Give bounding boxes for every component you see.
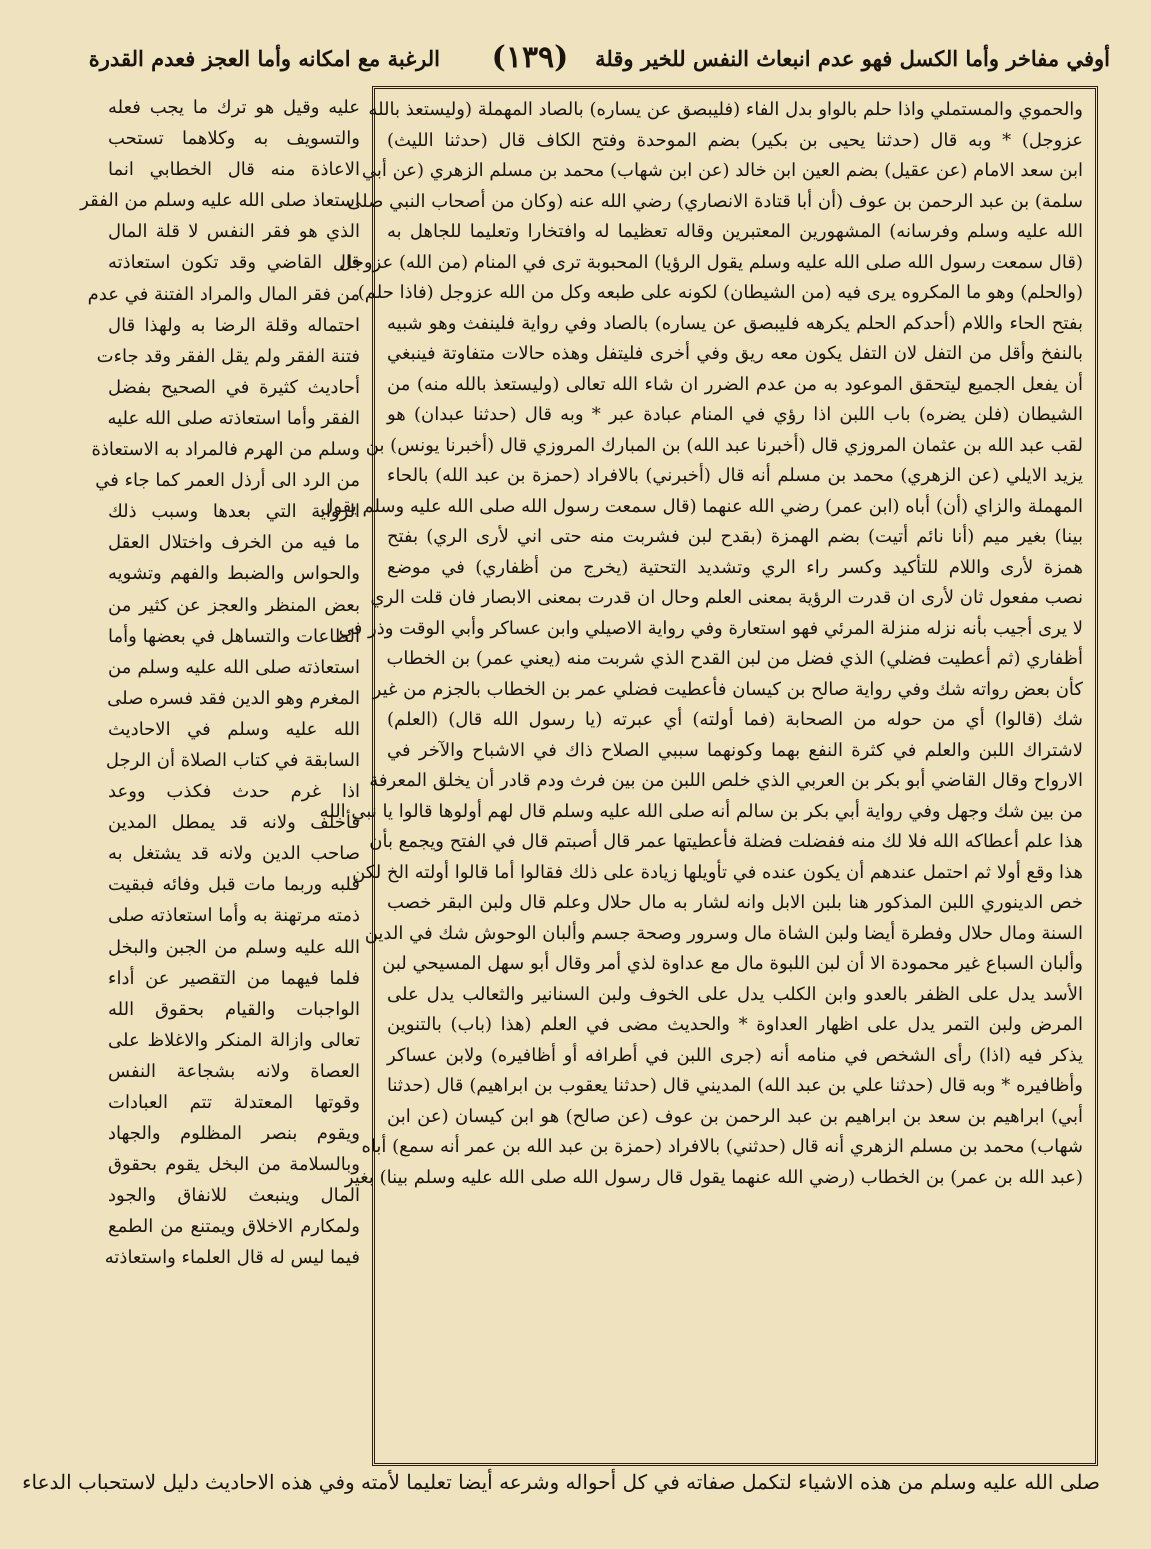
margin-text-line: الاعاذة منه قال الخطابي انما (108, 159, 360, 181)
main-text-line: السنة ومال حلال وفطرة أيضا ولبن الشاة مال وسرور وصحة جسم وألبان الوحوش شك في الدين (364, 922, 1083, 944)
margin-text-line: وسلم من الهرم فالمراد به الاستعاذة (91, 439, 360, 461)
main-text-line: نصب مفعول ثان لأرى ان قدرت الرؤية بمعنى العلم وحال ان قدرت بمعنى الابصار فان قلت الري (370, 587, 1083, 608)
margin-text-line: فلما فيهما من التقصير عن أداء (108, 967, 360, 989)
margin-text-line: قلبه وربما مات قبل وفائه فبقيت (108, 874, 360, 896)
main-text-line: سلمة) بن عبد الرحمن بن عوف (أن أبا قتادة الانصاري) رضي الله عنه (وكان من أصحاب النبي صلى (347, 190, 1083, 212)
main-text-line: وألبان السباع غير محمودة الا أن لبن اللبوة مال مع عداوة لذي أمر وقال أبو سهل المسيحي لبن (382, 953, 1083, 974)
margin-text-line: الله عليه وسلم من الجبن والبخل (108, 936, 360, 958)
main-text-line: خص الدينوري اللبن المذكور هنا بلبن الابل وانه لشار به مال حلال وعلم قال ولبن البقر خصب (387, 892, 1083, 913)
margin-text-line: فأخلف ولانه قد يمطل المدين (108, 812, 360, 834)
margin-text-line: المال وينبعث للانفاق والجود (108, 1185, 360, 1207)
margin-text-line: وبالسلامة من البخل يقوم بحقوق (108, 1154, 360, 1176)
page-number: (١٣٩) (491, 40, 569, 75)
main-text-line: هذا وقع أولا ثم احتمل عندهم أن يكون عنده في تأويلها زيادة على ذلك فقالوا أما قالوا أولته الخ لكن (352, 861, 1083, 883)
main-text-line: كأن بعض رواته شك وفي رواية صالح بن كيسان فأعطيت فضلي عمر بن الخطاب بالجزم من غير (372, 678, 1083, 700)
margin-text-line: العصاة ولانه بشجاعة النفس (108, 1060, 360, 1082)
main-text-line: بالنفخ وأقل من التفل لان التفل يكون معه ريق وفي أخرى فليتفل وهذه حالات متفاوتة فينبغي (387, 343, 1083, 364)
margin-text-line: ولمكارم الاخلاق ويمتنع من الطمع (108, 1216, 360, 1238)
margin-text-line: أحاديث كثيرة في الصحيح بفضل (108, 376, 360, 398)
main-text-line: (قال سمعت رسول الله صلى الله عليه وسلم يقول الرؤيا) المحبوبة ترى في المنام (من الله) عزوجل (339, 251, 1083, 273)
main-text-line: بفتح الحاء واللام (أحدكم الحلم يكرهه فليبصق عن يساره) بالصاد وفي رواية فلينفث وهو شبيه (387, 312, 1083, 334)
main-text-line: أبي) ابراهيم بن سعد بن ابراهيم بن عبد الرحمن بن عوف (عن صالح) هو ابن كيسان (عن ابن (387, 1105, 1083, 1127)
main-text-line: والحموي والمستملي واذا حلم بالواو بدل الفاء (فليبصق عن يساره) بالصاد المهملة (وليستعذ بالله (368, 99, 1083, 120)
main-text-line: لا يرى أجيب بأنه نزله منزلة المرئي فهو استعارة وفي رواية الاصيلي وابن عساكر وأبي الوقت وذر في (338, 617, 1083, 639)
main-text-line: الله عليه وسلم وفرسانه) المشهورين المعتبرين وقاله تعظيما له وافتخارا وتعليما للجاهل به (387, 221, 1083, 242)
main-text-line: لاشتراك اللبن والعلم في كثرة النفع بهما وكونهما سببي الصلاح ذاك في الاشباح والآخر في (387, 739, 1083, 761)
main-text-line: يزيد الايلي (عن الزهري) محمد بن مسلم أنه قال (أخبرني) بالافراد (حمزة بن عبد الله) بالحاء (387, 465, 1083, 486)
margin-text-line: ذمته مرتهنة به وأما استعاذته صلى (108, 905, 360, 927)
margin-text-line: المغرم وهو الدين فقد فسره صلى (107, 687, 360, 709)
margin-text-line: ما فيه من الخرف واختلال العقل (108, 532, 360, 554)
main-text-line: وأظافيره * وبه قال (حدثنا علي بن عبد الله) المديني قال (حدثنا يعقوب بن ابراهيم) قال (حدثنا (387, 1075, 1083, 1096)
header-running-text-right: أوفي مفاخر وأما الكسل فهو عدم انبعاث النفس للخير وقلة (595, 46, 1110, 71)
main-text-line: من بين شك وجهل وفي رواية أبي بكر بن سالم أنه صلى الله عليه وسلم قال لهم أولوها قالوا يا نبي الله (319, 800, 1083, 822)
margin-text-line: صاحب الدين ولانه قد يشتغل به (108, 843, 360, 865)
margin-text-line: الله عليه وسلم في الاحاديث (108, 718, 360, 740)
margin-text-line: تعالى وازالة المنكر والاغلاظ على (108, 1029, 360, 1051)
main-text-line: ابن سعد الامام (عن عقيل) بضم العين ابن خالد (عن ابن شهاب) محمد بن مسلم الزهري (عن أبي (361, 160, 1083, 181)
margin-text-line: ويقوم بنصر المظلوم والجهاد (108, 1123, 360, 1145)
margin-text-line: قال القاضي وقد تكون استعاذته (108, 252, 360, 274)
main-text-line: شهاب) محمد بن مسلم الزهري أنه قال (حدثني) بالافراد (حمزة بن عبد الله بن عمر أنه سمع) أباه (361, 1136, 1083, 1157)
main-text-line: الأسد يدل على الظفر بالعدو وابن الكلب يدل على الخوف ولبن السنانير والثعالب يدل على (387, 983, 1083, 1005)
margin-text-line: الرواية التي بعدها وسبب ذلك (108, 501, 360, 523)
margin-text-line: والحواس والضبط والفهم وتشويه (108, 563, 360, 585)
page-header (88, 40, 1110, 88)
margin-text-line: بعض المنظر والعجز عن كثير من (108, 594, 360, 616)
margin-text-line: وقوتها المعتدلة تتم العبادات (108, 1092, 360, 1113)
margin-text-line: والتسويف به وكلاهما تستحب (108, 128, 360, 150)
margin-text-line: فيما ليس له قال العلماء واستعاذته (104, 1247, 360, 1269)
main-text-line: المهملة والزاي (أن) أباه (ابن عمر) رضي الله عنهما (قال سمعت رسول الله صلى الله عليه وسلم يقول (320, 495, 1083, 517)
main-text-line: شك (قالوا) أي من حوله من الصحابة (فما أولته) أي عبرته (يا رسول الله قال) (العلم) (387, 709, 1083, 730)
margin-text-line: الذي هو فقر النفس لا قلة المال (108, 221, 360, 243)
main-text-frame (319, 86, 1098, 1466)
main-text-line: الارواح وقال القاضي أبو بكر بن العربي الذي خلص اللبن من بين فرث ودم قادر أن يخلق المعرفة (369, 770, 1083, 791)
margin-text-line: الطاعات والتساهل في بعضها وأما (108, 625, 360, 647)
main-text-line: عزوجل) * وبه قال (حدثنا يحيى بن بكير) بضم الموحدة وفتح الكاف قال (حدثنا الليث) (387, 129, 1083, 151)
main-text-line: (والحلم) وهو ما المكروه يرى فيه (من الشيطان) لكونه على طبعه وكل من الله عزوجل (فاذا حلم) (357, 282, 1083, 303)
footer-catchline: صلى الله عليه وسلم من هذه الاشياء لتكمل صفاته في كل أحواله وشرعه أيضا تعليما لأمته وفي هذه الاحاديث دليل لاستحباب الدعاء (22, 1470, 1100, 1494)
main-text-line: لقب عبد الله بن عثمان المروزي قال (أخبرنا عبد الله) بن المبارك المروزي قال (أخبرنا يونس) بن (365, 434, 1083, 456)
main-text-line: أن يفعل الجميع ليتحقق الموعود به من عدم الضرر ان شاء الله تعالى (وليستعذ بالله منه) من (387, 373, 1083, 395)
margin-text-line: الواجبات والقيام بحقوق الله (108, 998, 360, 1020)
main-text-line: بينا) بغير ميم (أنا نائم أتيت) بضم الهمزة (بقدح لبن فشربت منه حتى اني لأرى الري) بفتح (387, 526, 1083, 547)
margin-text-line: استعاذته صلى الله عليه وسلم من (108, 656, 360, 678)
margin-text-line: من الرد الى أرذل العمر كما جاء في (95, 470, 360, 492)
header-running-text-left: الرغبة مع امكانه وأما العجز فعدم القدرة (88, 46, 440, 71)
margin-text-line: من فقر المال والمراد الفتنة في عدم (87, 283, 360, 305)
main-text-line: المرض ولبن التمر يدل على اظهار العداوة * والحديث مضى في العلم (هذا (باب) بالتنوين (387, 1014, 1083, 1035)
margin-text-line: احتماله وقلة الرضا به ولهذا قال (108, 314, 360, 336)
margin-text-line: الفقر وأما استعاذته صلى الله عليه (107, 407, 360, 429)
margin-text-line: استعاذ صلى الله عليه وسلم من الفقر (80, 190, 360, 212)
main-text-line: يذكر فيه (اذا) رأى الشخص في منامه أنه (جرى اللبن في أطرافه أو أظافيره) ولابن عساكر (387, 1044, 1083, 1066)
margin-text-line: فتنة الفقر ولم يقل الفقر وقد جاءت (96, 345, 360, 367)
margin-text-line: السابقة في كتاب الصلاة أن الرجل (105, 749, 360, 771)
main-text-line: هذا علم أعطاكه الله فلا لك منه ففضلت فضلة فأعطيتها عمر قال أصبتم قال في الفتح ويجمع بأن (369, 831, 1083, 852)
main-text-line: أظفاري (ثم أعطيت فضلي) الذي فضل من لبن القدح الذي شربت منه (يعني عمر) بن الخطاب (386, 648, 1083, 669)
margin-commentary (80, 92, 360, 1462)
margin-text-line: عليه وقيل هو ترك ما يجب فعله (108, 97, 360, 118)
main-text-line: (عبد الله بن عمر) بن الخطاب (رضي الله عنهما يقول قال رسول الله صلى الله عليه وسلم بينا) بغير (344, 1166, 1083, 1188)
main-text-line: همزة لأرى واللام للتأكيد وكسر راء الري وتشديد التحتية (يخرج من أظفاري) في موضع (387, 556, 1083, 578)
main-text-line: الشيطان (فلن يضره) باب اللبن اذا رؤي في المنام عبادة عبر * وبه قال (حدثنا عبدان) هو (387, 404, 1083, 425)
margin-text-line: اذا غرم حدث فكذب ووعد (108, 781, 360, 803)
